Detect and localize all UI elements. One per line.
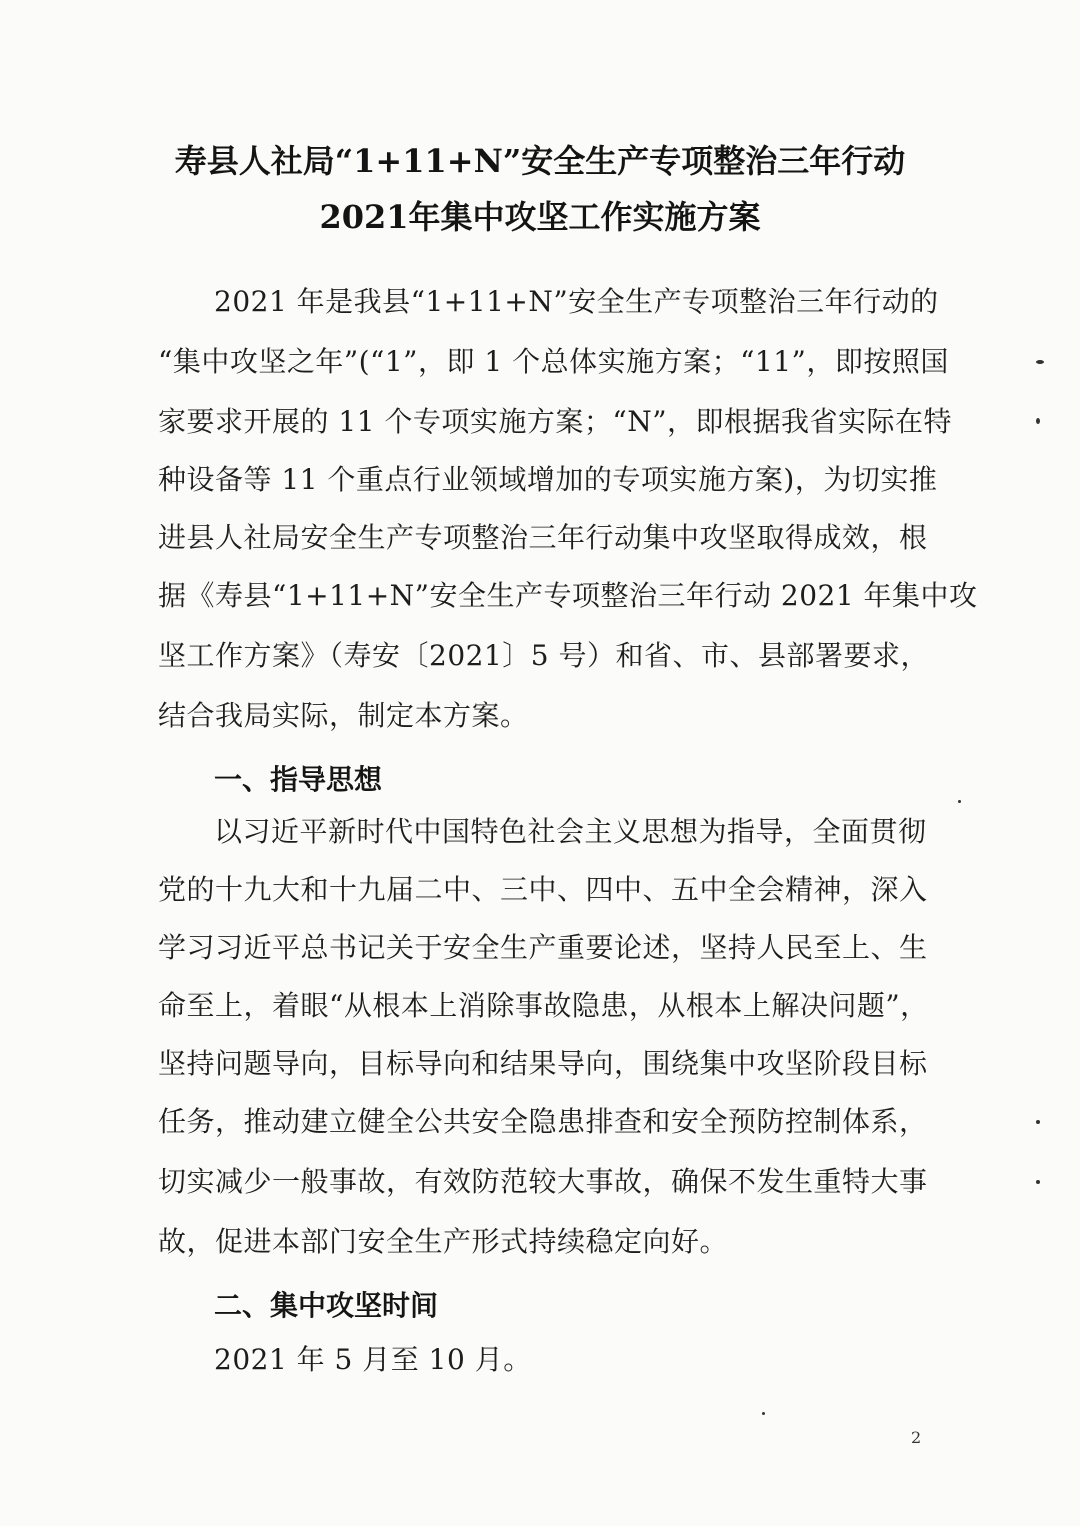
section1-line: 切实减少一般事故，有效防范较大事故，确保不发生重特大事 [158, 1165, 928, 1198]
section-heading-guiding-ideology: 一、指导思想 [214, 763, 383, 796]
document-title-line-2: 2021年集中攻坚工作实施方案 [319, 198, 761, 236]
section1-line: 故，促进本部门安全生产形式持续稳定向好。 [158, 1225, 729, 1258]
section1-line: 任务，推动建立健全公共安全隐患排查和安全预防控制体系， [158, 1105, 928, 1138]
intro-line: 据《寿县“1+11+N”安全生产专项整治三年行动 2021 年集中攻 [158, 579, 978, 612]
section1-line: 命至上，着眼“从根本上消除事故隐患，从根本上解决问题”， [158, 989, 929, 1022]
section1-line: 党的十九大和十九届二中、三中、四中、五中全会精神，深入 [158, 873, 928, 906]
intro-line: 坚工作方案》（寿安〔2021〕5 号）和省、市、县部署要求， [158, 639, 929, 672]
scan-speck [1036, 1180, 1040, 1184]
section2-line: 2021 年 5 月至 10 月。 [214, 1343, 532, 1376]
section-heading-campaign-period: 二、集中攻坚时间 [214, 1289, 439, 1322]
scan-speck [1036, 360, 1044, 364]
scan-speck [1036, 1120, 1040, 1124]
scan-speck [762, 1412, 765, 1415]
scan-speck [1036, 418, 1040, 424]
intro-line: 家要求开展的 11 个专项实施方案；“N”，即根据我省实际在特 [158, 405, 953, 438]
document-title-line-1: 寿县人社局“1+11+N”安全生产专项整治三年行动 [174, 142, 906, 180]
intro-line: 进县人社局安全生产专项整治三年行动集中攻坚取得成效，根 [158, 521, 928, 554]
scan-speck [958, 800, 961, 803]
intro-line: 2021 年是我县“1+11+N”安全生产专项整治三年行动的 [214, 285, 939, 318]
section1-line: 坚持问题导向，目标导向和结果导向，围绕集中攻坚阶段目标 [158, 1047, 928, 1080]
section1-line: 以习近平新时代中国特色社会主义思想为指导，全面贯彻 [214, 815, 927, 848]
intro-line: 结合我局实际，制定本方案。 [158, 699, 529, 732]
section1-line: 学习习近平总书记关于安全生产重要论述，坚持人民至上、生 [158, 931, 928, 964]
intro-line: “集中攻坚之年”(“1”，即 1 个总体实施方案；“11”，即按照国 [158, 345, 949, 378]
intro-line: 种设备等 11 个重点行业领域增加的专项实施方案)，为切实推 [158, 463, 938, 496]
page-number: 2 [911, 1428, 922, 1447]
